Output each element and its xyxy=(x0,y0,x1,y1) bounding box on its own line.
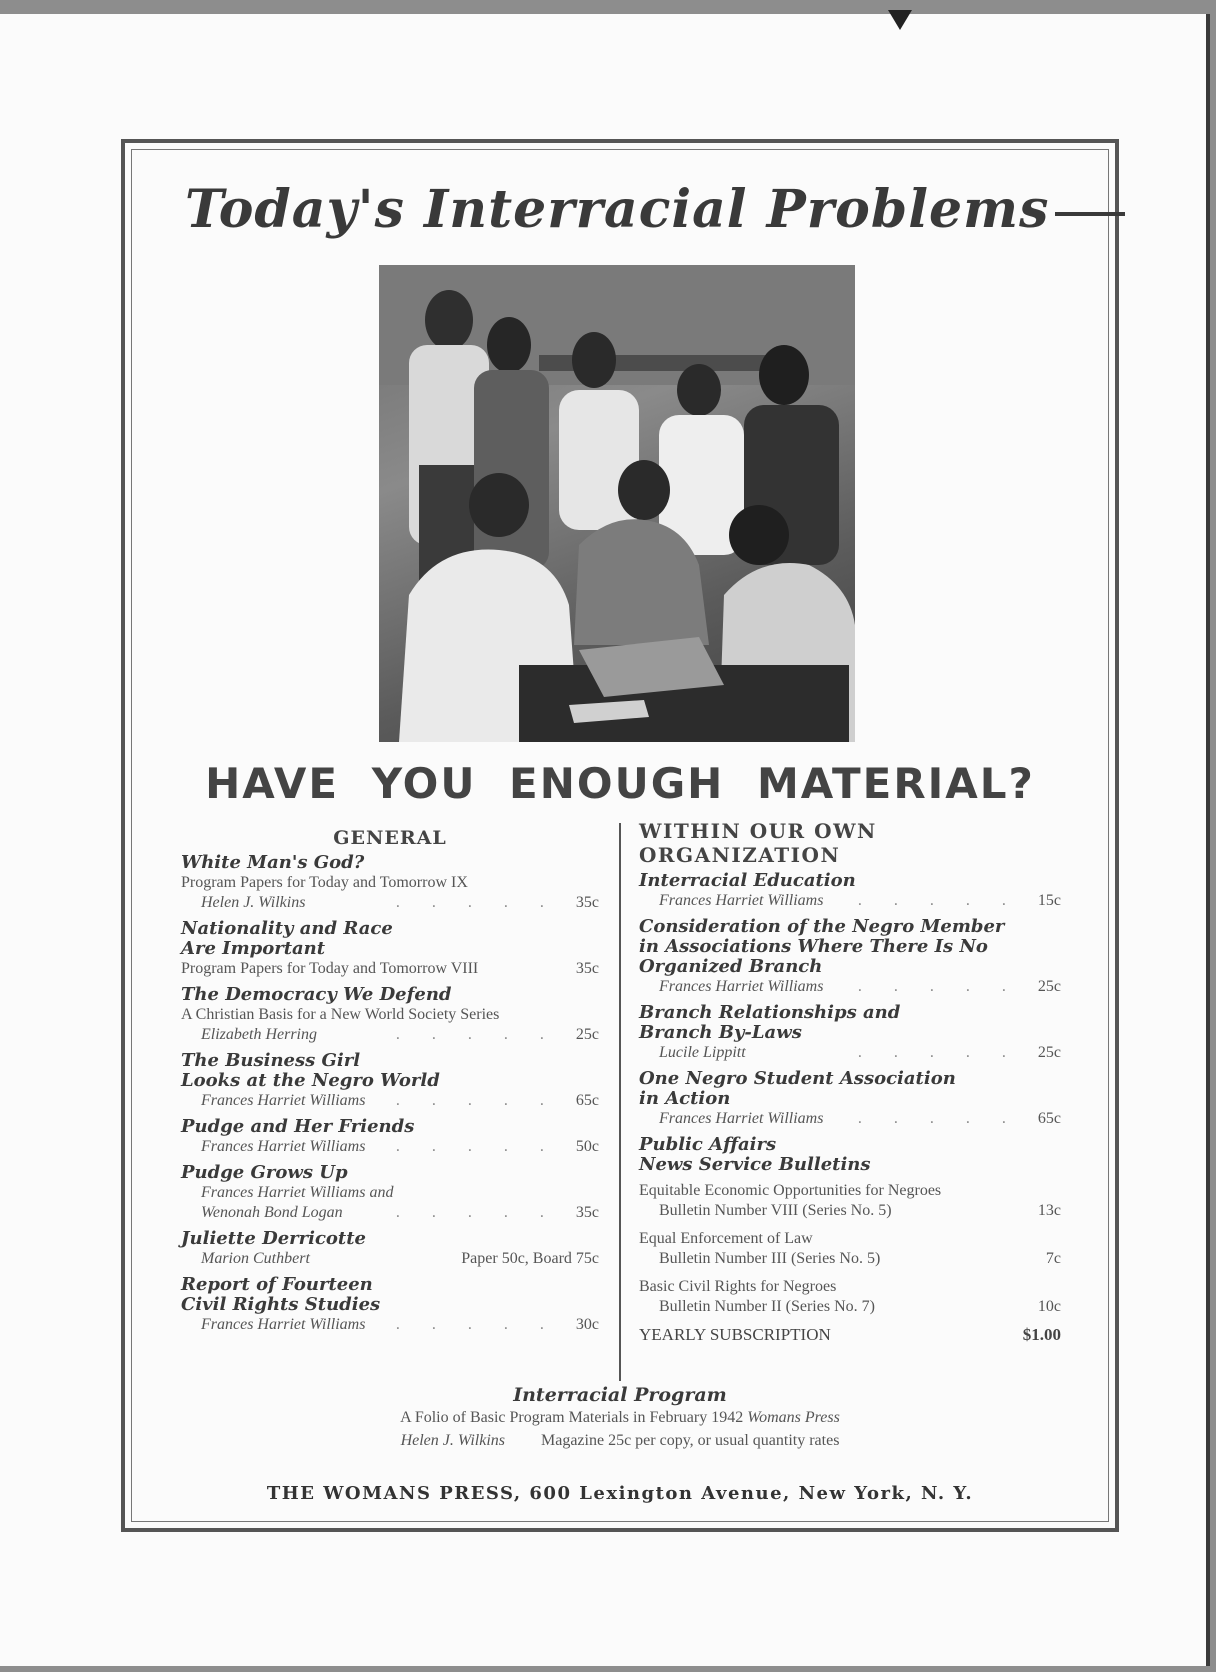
leader-dots: . . . . . xyxy=(395,1092,558,1109)
list-item xyxy=(181,853,599,913)
general-column xyxy=(181,827,599,1341)
program-title: Interracial Program xyxy=(513,1384,727,1406)
book-price: 25c xyxy=(575,1026,599,1043)
yearly-label: YEARLY SUBSCRIPTION xyxy=(639,1325,831,1344)
book-title: Consideration of the Negro Member in Associations Where There Is No Organized Branch xyxy=(639,916,1005,977)
book-author: Frances Harriet Williams xyxy=(659,892,824,909)
book-author: Marion Cuthbert xyxy=(201,1250,310,1267)
main-question: HAVE YOU ENOUGH MATERIAL? xyxy=(205,759,1035,808)
book-price: 30c xyxy=(575,1316,599,1333)
book-author: Helen J. Wilkins xyxy=(201,894,306,911)
list-item xyxy=(181,1051,599,1111)
book-price: 35c xyxy=(575,960,599,977)
book-title: Pudge Grows Up xyxy=(181,1162,348,1183)
advertisement-frame xyxy=(121,139,1119,1532)
book-price: 50c xyxy=(575,1138,599,1155)
bulletin-price: 13c xyxy=(1037,1202,1061,1219)
program-description: A Folio of Basic Program Materials in February 1942 xyxy=(400,1409,744,1426)
leader-dots: . . . . . xyxy=(857,892,1020,909)
list-item xyxy=(639,1229,1061,1269)
bulletin-name: Equal Enforcement of Law xyxy=(639,1230,813,1247)
page-edge xyxy=(1206,14,1210,1666)
book-title: Pudge and Her Friends xyxy=(181,1116,415,1137)
list-item xyxy=(639,1003,1061,1063)
program-author: Helen J. Wilkins xyxy=(400,1432,505,1449)
program-line-2 xyxy=(125,1429,1115,1452)
bulletins-section xyxy=(639,1135,1061,1175)
book-price: 25c xyxy=(1037,1044,1061,1061)
book-price: 15c xyxy=(1037,892,1061,909)
headline-dash xyxy=(1055,212,1125,216)
leader-dots: . . . . . xyxy=(395,1138,558,1155)
book-price: 65c xyxy=(575,1092,599,1109)
leader-dots: . . . . . xyxy=(857,1110,1020,1127)
book-price: 35c xyxy=(575,1204,599,1221)
list-item xyxy=(181,985,599,1045)
photo-illustration xyxy=(379,265,855,742)
bulletin-number: Bulletin Number II (Series No. 7) xyxy=(659,1298,875,1315)
bulletin-price: 7c xyxy=(1045,1250,1061,1267)
leader-dots: . . . . . xyxy=(395,1204,558,1221)
yearly-price: $1.00 xyxy=(1022,1325,1061,1344)
list-item xyxy=(181,919,599,979)
list-item xyxy=(639,917,1061,997)
leader-dots: . . . . . xyxy=(395,894,558,911)
bulletin-number: Bulletin Number VIII (Series No. 5) xyxy=(659,1202,892,1219)
list-item xyxy=(181,1275,599,1335)
leader-dots: . . . . . xyxy=(857,1044,1020,1061)
program-price-note: Magazine 25c per copy, or usual quantity rates xyxy=(541,1432,840,1449)
list-item xyxy=(181,1117,599,1157)
book-author: Frances Harriet Williams xyxy=(201,1092,366,1109)
book-author: Frances Harriet Williams xyxy=(201,1316,366,1333)
list-item xyxy=(639,1277,1061,1317)
publisher-address: THE WOMANS PRESS, 600 Lexington Avenue, New York, N. Y. xyxy=(266,1483,974,1504)
organization-column xyxy=(639,819,1061,1345)
bulletins-title: Public Affairs News Service Bulletins xyxy=(639,1134,871,1175)
organization-heading: WITHIN OUR OWN ORGANIZATION xyxy=(639,819,877,867)
bulletin-number: Bulletin Number III (Series No. 5) xyxy=(659,1250,881,1267)
leader-dots: . . . . . xyxy=(395,1316,558,1333)
leader-dots: . . . . . xyxy=(857,978,1020,995)
leader-dots: . . . . . xyxy=(395,1026,558,1043)
book-price: 65c xyxy=(1037,1110,1061,1127)
headline-text: Today's Interracial Problems xyxy=(185,179,1050,240)
list-item xyxy=(181,1229,599,1269)
book-title: Juliette Derricotte xyxy=(181,1228,366,1249)
book-title: Interracial Education xyxy=(639,870,856,891)
book-author-line1: Frances Harriet Williams and xyxy=(201,1184,394,1201)
list-item xyxy=(181,1163,599,1223)
book-title: The Democracy We Defend xyxy=(181,984,452,1005)
bulletin-name: Equitable Economic Opportunities for Negroes xyxy=(639,1182,942,1199)
book-title: White Man's God? xyxy=(181,852,365,873)
book-title: Report of Fourteen Civil Rights Studies xyxy=(181,1274,381,1315)
column-divider xyxy=(619,823,621,1381)
book-author: Frances Harriet Williams xyxy=(201,1138,366,1155)
book-title: One Negro Student Association in Action xyxy=(639,1068,956,1109)
bulletin-price: 10c xyxy=(1037,1298,1061,1315)
list-item xyxy=(639,1181,1061,1221)
book-author: Wenonah Bond Logan xyxy=(201,1204,343,1221)
program-line-1 xyxy=(125,1406,1115,1429)
book-subtitle: Program Papers for Today and Tomorrow VIII xyxy=(181,960,479,977)
page-notch xyxy=(888,10,912,30)
yearly-subscription xyxy=(639,1325,1061,1345)
interracial-program xyxy=(125,1385,1115,1452)
list-item xyxy=(639,871,1061,911)
book-title: Branch Relationships and Branch By-Laws xyxy=(639,1002,901,1043)
book-author: Elizabeth Herring xyxy=(201,1026,317,1043)
bulletin-name: Basic Civil Rights for Negroes xyxy=(639,1278,837,1295)
book-price: Paper 50c, Board 75c xyxy=(461,1250,599,1267)
book-title: The Business Girl Looks at the Negro World xyxy=(181,1050,440,1091)
headline xyxy=(185,179,1125,240)
book-author: Frances Harriet Williams xyxy=(659,978,824,995)
book-author: Lucile Lippitt xyxy=(659,1044,746,1061)
list-item xyxy=(639,1069,1061,1129)
book-subtitle: A Christian Basis for a New World Society Series xyxy=(181,1006,500,1023)
book-title: Nationality and Race Are Important xyxy=(181,918,393,959)
group-photo xyxy=(379,265,855,742)
general-heading: GENERAL xyxy=(333,827,447,849)
book-price: 35c xyxy=(575,894,599,911)
book-price: 25c xyxy=(1037,978,1061,995)
program-publisher: Womans Press xyxy=(747,1409,840,1426)
book-subtitle: Program Papers for Today and Tomorrow IX xyxy=(181,874,468,891)
book-author: Frances Harriet Williams xyxy=(659,1110,824,1127)
